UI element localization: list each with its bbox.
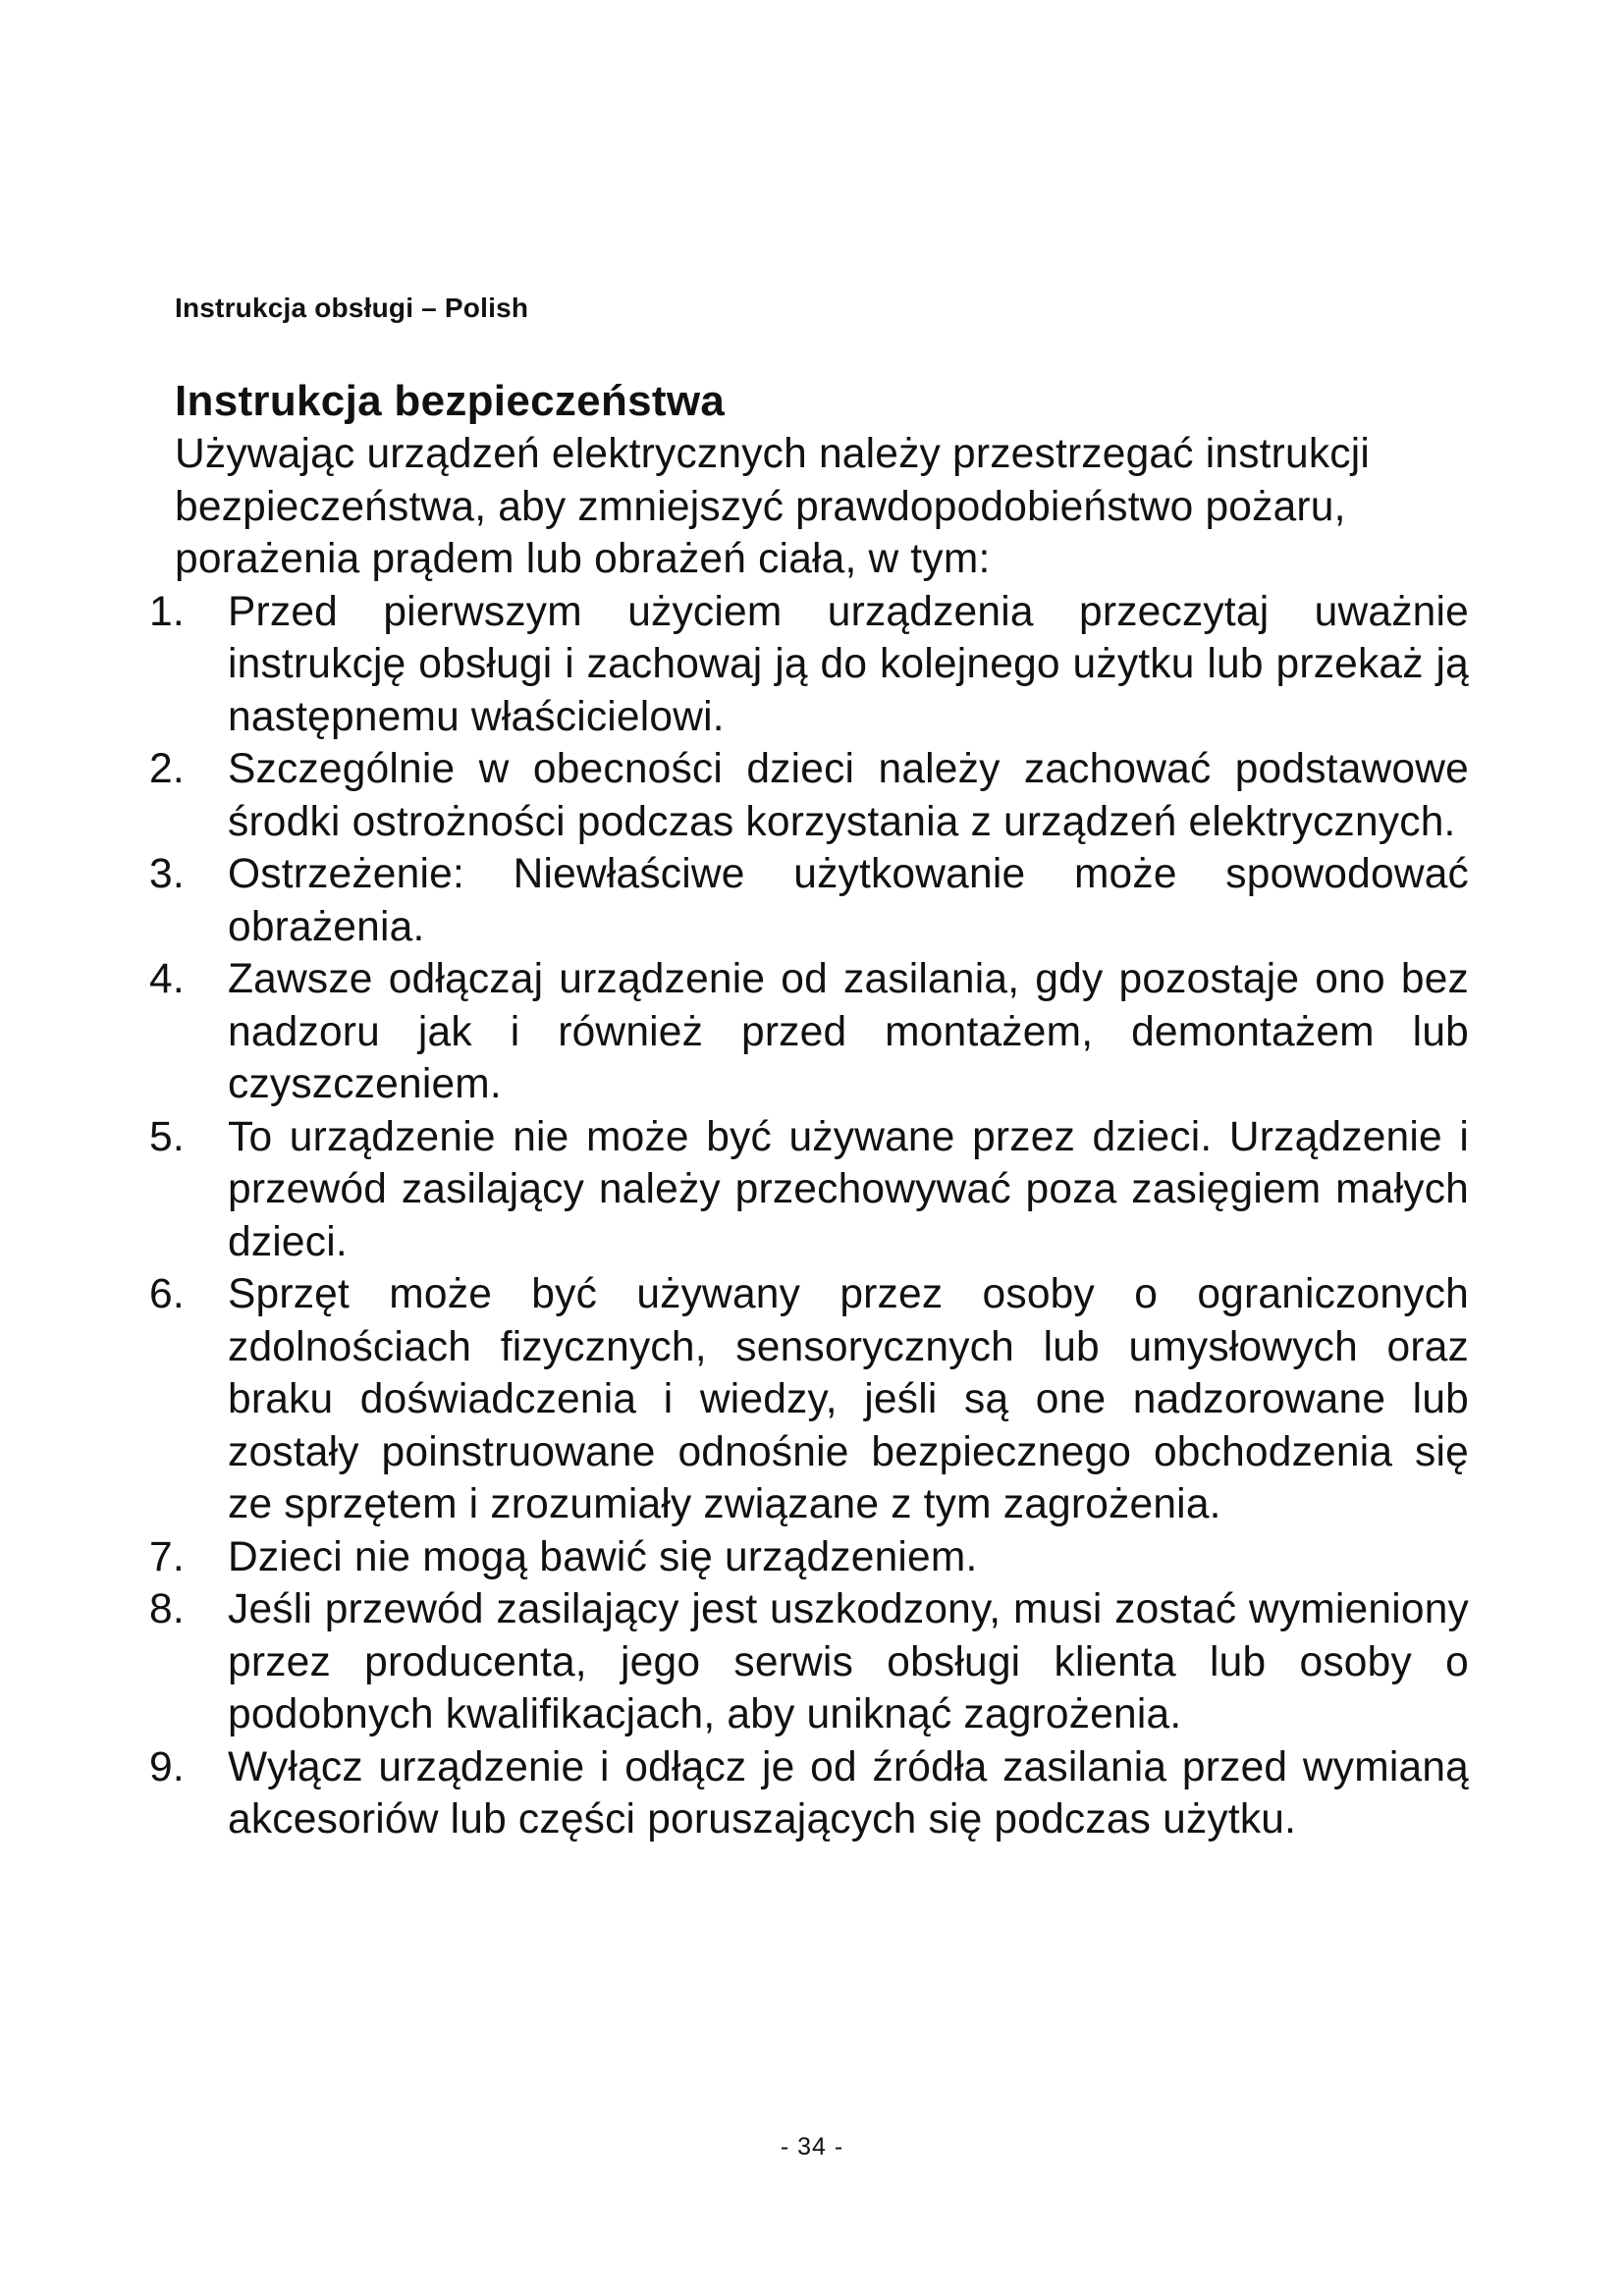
page-number: - 34 - [780,2133,844,2161]
item-text: Zawsze odłączaj urządzenie od zasilania, gdy pozostaje ono bez nadzoru jak i również przed montażem, demontażem lub czyszczeniem. [228,956,1469,1107]
intro-paragraph: Używając urządzeń elektrycznych należy przestrzegać instrukcji bezpieczeństwa, aby zmniejszyć prawdopodobieństwo pożaru, porażenia prądem lub obrażeń ciała, w tym: [175,431,1371,582]
list-item [149,586,1469,744]
page-header: Instrukcja obsługi – Polish [175,293,529,323]
safety-list [149,586,1469,1846]
item-text: Sprzęt może być używany przez osoby o ograniczonych zdolnościach fizycznych, sensorycznych lub umysłowych oraz braku doświadczenia i wiedzy, jeśli są one nadzorowane lub zostały poinstruowane odnośnie bezpiecznego obchodzenia się ze sprzętem i zrozumiały związane z tym zagrożenia. [228,1271,1469,1527]
list-item [149,1111,1469,1269]
list-item [149,953,1469,1111]
item-text: To urządzenie nie może być używane przez dzieci. Urządzenie i przewód zasilający należy przechowywać poza zasięgiem małych dzieci. [228,1113,1469,1265]
item-text: Szczególnie w obecności dzieci należy zachować podstawowe środki ostrożności podczas korzystania z urządzeń elektrycznych. [228,746,1469,845]
item-number: 8. [149,1586,185,1632]
item-number: 6. [149,1271,185,1317]
item-number: 4. [149,956,185,1002]
list-item [149,1583,1469,1741]
item-number: 1. [149,588,185,635]
item-number: 3. [149,851,185,897]
safety-section [149,375,1469,1846]
item-text: Przed pierwszym użyciem urządzenia przeczytaj uważnie instrukcję obsługi i zachowaj ją do kolejnego użytku lub przekaż ją następnemu właścicielowi. [228,588,1469,740]
item-number: 2. [149,746,185,792]
item-number: 7. [149,1533,185,1580]
item-number: 9. [149,1743,185,1790]
list-item [149,1741,1469,1846]
list-item [149,1268,1469,1531]
item-text: Dzieci nie mogą bawić się urządzeniem. [228,1533,978,1580]
list-item [149,1531,1469,1584]
section-title: Instrukcja bezpieczeństwa [175,377,726,425]
item-text: Wyłącz urządzenie i odłącz je od źródła zasilania przed wymianą akcesoriów lub części poruszających się podczas użytku. [228,1743,1469,1842]
item-text: Jeśli przewód zasilający jest uszkodzony, musi zostać wymieniony przez producenta, jego serwis obsługi klienta lub osoby o podobnych kwalifikacjach, aby uniknąć zagrożenia. [228,1586,1469,1737]
item-text: Ostrzeżenie: Niewłaściwe użytkowanie może spowodować obrażenia. [228,851,1469,950]
list-item [149,743,1469,848]
item-number: 5. [149,1113,185,1160]
list-item [149,848,1469,953]
